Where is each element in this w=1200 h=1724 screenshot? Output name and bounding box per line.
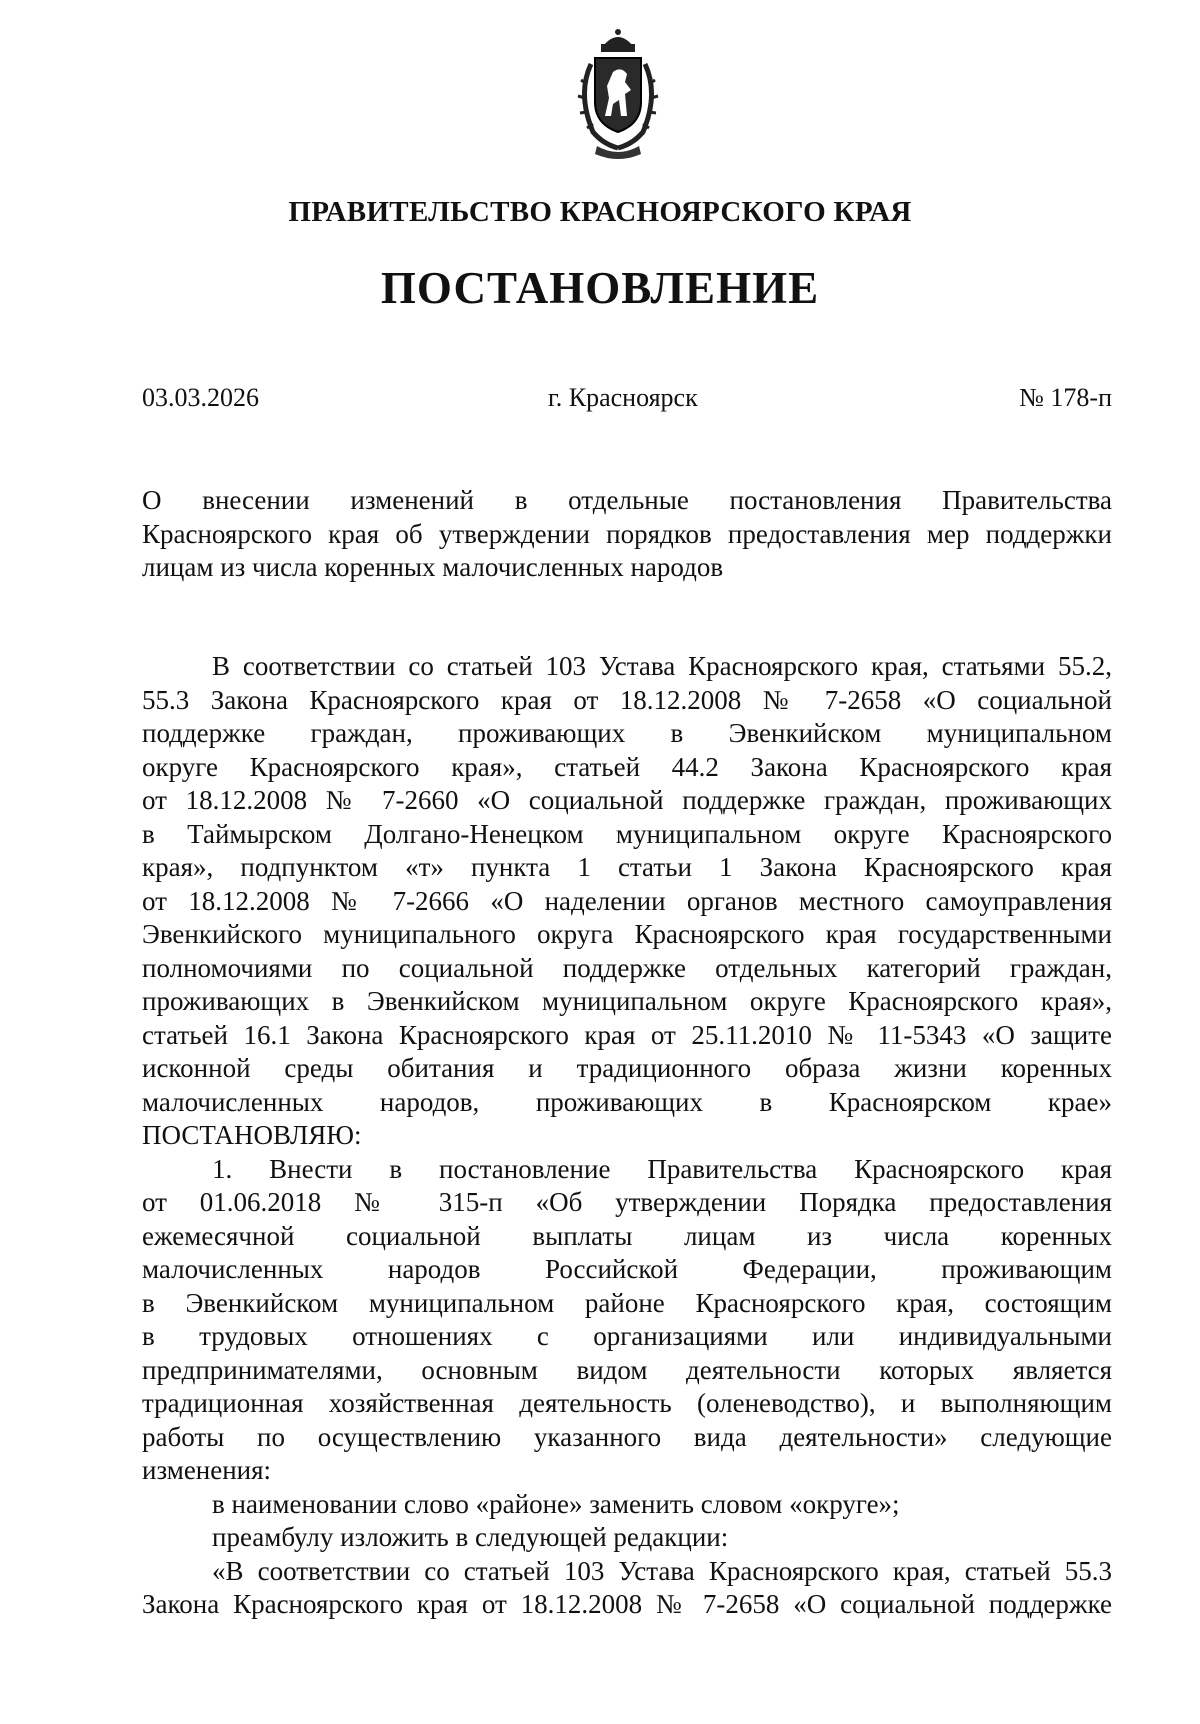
text-line: края», подпунктом «т» пункта 1 статьи 1 Закона Красноярского края xyxy=(142,852,1112,882)
text-line: традиционная хозяйственная деятельность (оленеводство), и выполняющим xyxy=(142,1388,1112,1418)
text-line: проживающих в Эвенкийском муниципальном округе Красноярского края», xyxy=(142,986,1112,1016)
subject-line: Красноярского края об утверждении порядков предоставления мер поддержки xyxy=(142,518,1112,549)
text-line: статьей 16.1 Закона Красноярского края от 25.11.2010 № 11-5343 «О защите xyxy=(142,1019,1112,1050)
text-line: в наименовании слово «районе» заменить словом «округе»; xyxy=(212,1488,900,1519)
document-body xyxy=(142,650,1112,1622)
text-line: от 01.06.2018 № 315-п «Об утверждении Порядка предоставления xyxy=(142,1187,1112,1217)
text-line: «В соответствии со статьей 103 Устава Красноярского края, статьей 55.3 xyxy=(212,1555,1112,1586)
text-line: 55.3 Закона Красноярского края от 18.12.2008 № 7-2658 «О социальной xyxy=(142,684,1112,715)
text-line: предпринимателями, основным видом деятельности которых является xyxy=(142,1354,1112,1385)
text-line: 1. Внести в постановление Правительства Красноярского края xyxy=(212,1153,1112,1184)
subject-line: лицам из числа коренных малочисленных народов xyxy=(142,552,724,582)
text-line: полномочиями по социальной поддержке отдельных категорий граждан, xyxy=(142,952,1112,983)
text-line: исконной среды обитания и традиционного образа жизни коренных xyxy=(142,1053,1112,1083)
document-city: г. Красноярск xyxy=(548,383,698,412)
text-line: изменения: xyxy=(142,1455,272,1485)
text-line: работы по осуществлению указанного вида деятельности» следующие xyxy=(142,1421,1112,1452)
text-line: от 18.12.2008 № 7-2666 «О наделении органов местного самоуправления xyxy=(142,885,1112,916)
text-line: от 18.12.2008 № 7-2660 «О социальной поддержке граждан, проживающих xyxy=(142,785,1112,815)
text-line: В соответствии со статьей 103 Устава Красноярского края, статьями 55.2, xyxy=(212,651,1112,681)
text-line: округе Красноярского края», статьей 44.2 Закона Красноярского края xyxy=(142,751,1112,782)
resolution-keyword: ПОСТАНОВЛЯЮ: xyxy=(142,1120,362,1150)
document-subject xyxy=(142,484,1112,585)
document-type-title: ПОСТАНОВЛЕНИЕ xyxy=(380,263,820,313)
subject-line: О внесении изменений в отдельные постановления Правительства xyxy=(142,485,1112,515)
text-line: малочисленных народов, проживающих в Красноярском крае» xyxy=(142,1086,1112,1117)
text-line: ежемесячной социальной выплаты лицам из числа коренных xyxy=(142,1220,1112,1251)
text-line: преамбулу изложить в следующей редакции: xyxy=(212,1522,729,1552)
text-line: в Таймырском Долгано-Ненецком муниципальном округе Красноярского xyxy=(142,818,1112,849)
text-line: в трудовых отношениях с организациями или индивидуальными xyxy=(142,1321,1112,1351)
document-number: № 178-п xyxy=(1019,383,1112,412)
organization-name: ПРАВИТЕЛЬСТВО КРАСНОЯРСКОГО КРАЯ xyxy=(288,196,912,228)
text-line: Эвенкийского муниципального округа Красноярского края государственными xyxy=(142,919,1112,949)
text-line: поддержке граждан, проживающих в Эвенкийском муниципальном xyxy=(142,718,1112,748)
text-line: в Эвенкийском муниципальном районе Красноярского края, состоящим xyxy=(142,1287,1112,1318)
document-date: 03.03.2026 xyxy=(142,383,259,412)
text-line: малочисленных народов Российской Федерации, проживающим xyxy=(142,1254,1112,1284)
coat-of-arms-emblem xyxy=(563,24,673,164)
text-line: Закона Красноярского края от 18.12.2008 № 7-2658 «О социальной поддержке xyxy=(142,1589,1112,1619)
